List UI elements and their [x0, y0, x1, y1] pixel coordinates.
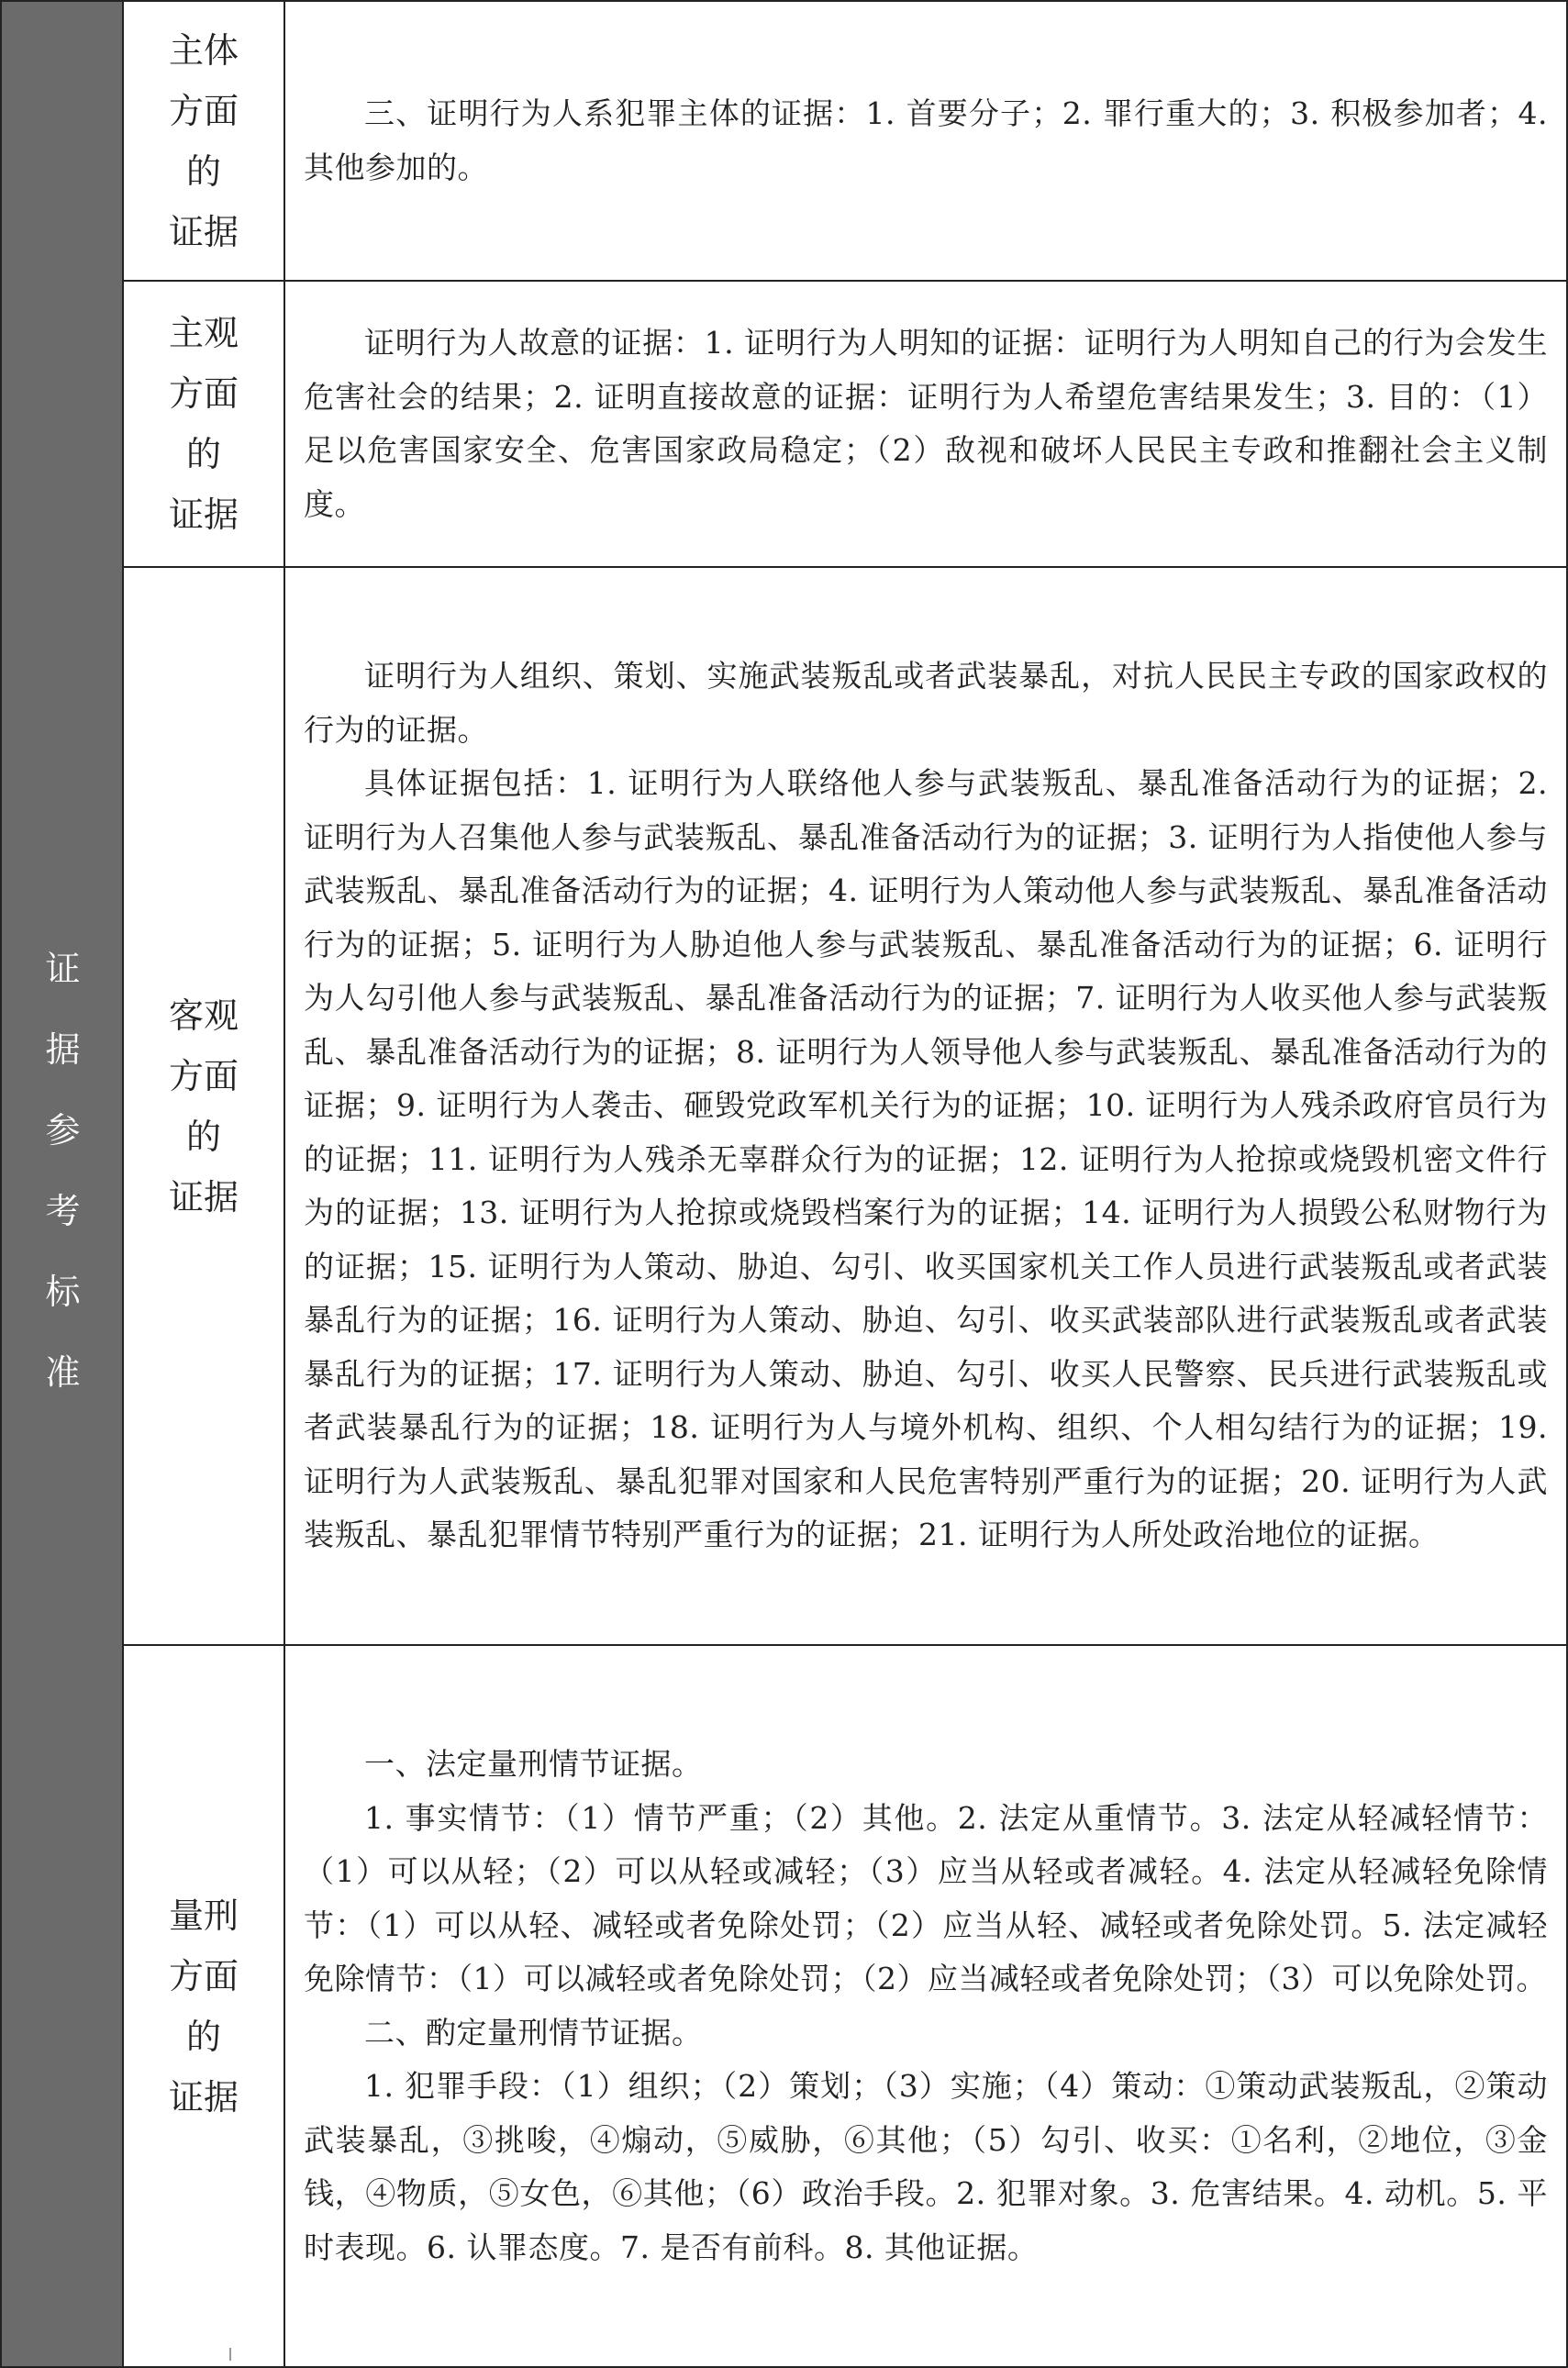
- row-sentencing-evidence: [124, 1646, 1568, 2368]
- row-subject-evidence: [124, 2, 1568, 282]
- content-paragraph: 一、法定量刑情节证据。: [364, 1746, 703, 1782]
- row-content-cell: [285, 282, 1568, 566]
- row-subjective-evidence: [124, 282, 1568, 568]
- row-heading: 主体 方面 的 证据: [168, 29, 239, 252]
- row-content-cell: [285, 2, 1568, 280]
- side-char: 参: [45, 1110, 81, 1151]
- side-char: 证: [45, 949, 81, 989]
- content-paragraph: 证明行为人故意的证据：1. 证明行为人明知的证据：证明行为人明知自己的行为会发生危害社会的结果；2. 证明直接故意的证据：证明行为人希望危害结果发生；3. 目的：（1）足以危害国家安全、危害国家政局稳定；（2）敌视和破坏人民民主专政和推翻社会主义制度。: [304, 325, 1548, 522]
- row-content-cell: [285, 1646, 1568, 2366]
- side-char: 考: [45, 1191, 81, 1231]
- side-char: 标: [45, 1272, 81, 1312]
- content-paragraph: 证明行为人组织、策划、实施武装叛乱或者武装暴乱，对抗人民民主专政的国家政权的行为的证据。: [304, 658, 1548, 748]
- row-heading-cell: [124, 1646, 285, 2366]
- content-paragraph: 1. 犯罪手段：（1）组织；（2）策划；（3）实施；（4）策动：①策动武装叛乱，②策动武装暴乱，③挑唆，④煽动，⑤威胁，⑥其他；（5）勾引、收买：①名利，②地位，③金钱，④物质，⑤女色，⑥其他；（6）政治手段。2. 犯罪对象。3. 危害结果。4. 动机。5. 平时表现。6. 认罪态度。7. 是否有前科。8. 其他证据。: [304, 2068, 1548, 2265]
- row-heading: 量刑 方面 的 证据: [168, 1895, 239, 2118]
- side-char: 准: [45, 1352, 81, 1393]
- row-objective-evidence: [124, 568, 1568, 1646]
- content-paragraph: 三、证明行为人系犯罪主体的证据：1. 首要分子；2. 罪行重大的；3. 积极参加者；4. 其他参加的。: [304, 95, 1548, 185]
- side-category-column: [2, 2, 124, 2366]
- side-char: 据: [45, 1029, 81, 1070]
- row-heading: 客观 方面 的 证据: [168, 995, 239, 1217]
- page-edge-mark: [229, 2348, 231, 2361]
- content-paragraph: 1. 事实情节：（1）情节严重；（2）其他。2. 法定从重情节。3. 法定从轻减轻情节：（1）可以从轻；（2）可以从轻或减轻；（3）应当从轻或者减轻。4. 法定从轻减轻免除情节：（1）可以从轻、减轻或者免除处罚；（2）应当从轻、减轻或者免除处罚。5. 法定减轻免除情节：（1）可以减轻或者免除处罚；（2）应当减轻或者免除处罚；（3）可以免除处罚。: [304, 1799, 1548, 1996]
- row-heading-cell: [124, 2, 285, 280]
- row-heading: 主观 方面 的 证据: [168, 313, 239, 535]
- content-paragraph: 具体证据包括：1. 证明行为人联络他人参与武装叛乱、暴乱准备活动行为的证据；2. 证明行为人召集他人参与武装叛乱、暴乱准备活动行为的证据；3. 证明行为人指使他人参与武装叛乱、暴乱准备活动行为的证据；4. 证明行为人策动他人参与武装叛乱、暴乱准备活动行为的证据；5. 证明行为人胁迫他人参与武装叛乱、暴乱准备活动行为的证据；6. 证明行为人勾引他人参与武装叛乱、暴乱准备活动行为的证据；7. 证明行为人收买他人参与武装叛乱、暴乱准备活动行为的证据；8. 证明行为人领导他人参与武装叛乱、暴乱准备活动行为的证据；9. 证明行为人袭击、砸毁党政军机关行为的证据；10. 证明行为人残杀政府官员行为的证据；11. 证明行为人残杀无辜群众行为的证据；12. 证明行为人抢掠或烧毁机密文件行为的证据；13. 证明行为人抢掠或烧毁档案行为的证据；14. 证明行为人损毁公私财物行为的证据；15. 证明行为人策动、胁迫、勾引、收买国家机关工作人员进行武装叛乱或者武装暴乱行为的证据；16. 证明行为人策动、胁迫、勾引、收买武装部队进行武装叛乱或者武装暴乱行为的证据；17. 证明行为人策动、胁迫、勾引、收买人民警察、民兵进行武装叛乱或者武装暴乱行为的证据；18. 证明行为人与境外机构、组织、个人相勾结行为的证据；19. 证明行为人武装叛乱、暴乱犯罪对国家和人民危害特别严重行为的证据；20. 证明行为人武装叛乱、暴乱犯罪情节特别严重行为的证据；21. 证明行为人所处政治地位的证据。: [304, 765, 1548, 1553]
- row-content-cell: [285, 568, 1568, 1644]
- content-paragraph: 二、酌定量刑情节证据。: [364, 2014, 703, 2051]
- side-category-label: [2, 928, 124, 1413]
- row-heading-cell: [124, 282, 285, 566]
- row-heading-cell: [124, 568, 285, 1644]
